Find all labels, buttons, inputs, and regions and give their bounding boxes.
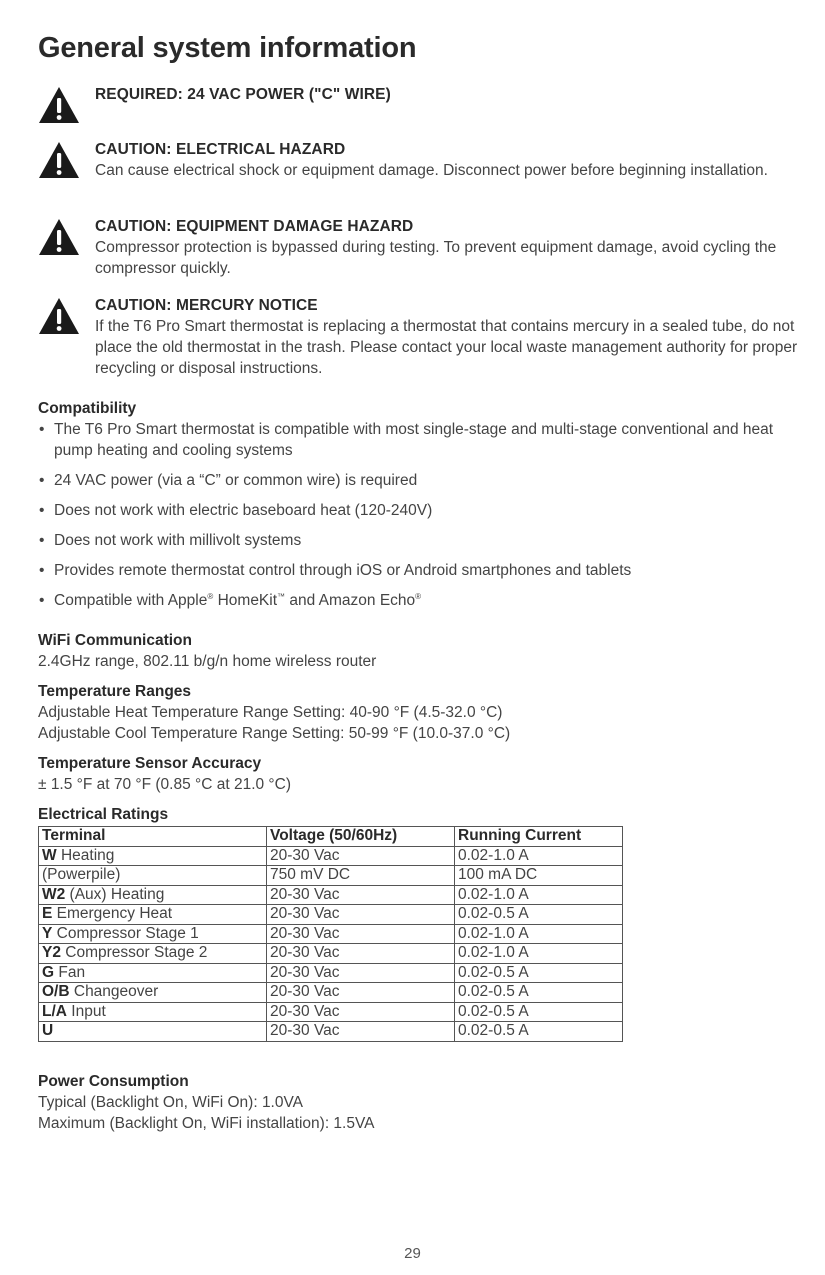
current-cell: 0.02-0.5 A	[455, 983, 623, 1003]
terminal-cell	[39, 846, 267, 866]
warning-triangle-icon	[38, 141, 80, 179]
warning-title: CAUTION: MERCURY NOTICE	[95, 297, 318, 314]
terminal-code: U	[42, 1022, 54, 1039]
heat-range-text: Adjustable Heat Temperature Range Setting: 40-90 °F (4.5-32.0 °C)	[38, 704, 503, 721]
voltage-cell: 20-30 Vac	[267, 905, 455, 925]
terminal-code: Y2	[42, 944, 61, 961]
temperature-ranges-section	[38, 681, 798, 744]
list-item: • 24 VAC power (via a “C” or common wire) is required	[38, 470, 798, 491]
registered-mark: ®	[207, 591, 214, 601]
terminal-description: Input	[66, 1002, 106, 1020]
warning-title: REQUIRED: 24 VAC POWER ("C" WIRE)	[95, 86, 391, 103]
warning-body: Can cause electrical shock or equipment damage. Disconnect power before beginning installation.	[95, 162, 768, 179]
table-row	[39, 885, 623, 905]
warning-electrical-hazard	[38, 139, 798, 181]
voltage-cell: 20-30 Vac	[267, 944, 455, 964]
sensor-accuracy-section	[38, 753, 798, 795]
text: HomeKit	[213, 592, 278, 609]
compatibility-list	[38, 419, 798, 611]
current-cell: 0.02-0.5 A	[455, 905, 623, 925]
current-cell: 0.02-0.5 A	[455, 1022, 623, 1042]
section-heading: Temperature Sensor Accuracy	[38, 755, 262, 772]
warning-required-power	[38, 84, 798, 105]
voltage-cell: 20-30 Vac	[267, 846, 455, 866]
maximum-power-text: Maximum (Backlight On, WiFi installation): 1.5VA	[38, 1115, 375, 1132]
column-header: Running Current	[455, 827, 623, 847]
registered-mark: ®	[415, 591, 422, 601]
voltage-cell: 20-30 Vac	[267, 885, 455, 905]
terminal-cell	[39, 885, 267, 905]
terminal-cell	[39, 983, 267, 1003]
table-row	[39, 866, 623, 886]
typical-power-text: Typical (Backlight On, WiFi On): 1.0VA	[38, 1094, 304, 1111]
list-item: • Does not work with electric baseboard heat (120-240V)	[38, 500, 798, 521]
list-item	[38, 590, 798, 611]
section-text: 2.4GHz range, 802.11 b/g/n home wireless router	[38, 653, 377, 670]
wifi-section	[38, 630, 798, 672]
table-row	[39, 944, 623, 964]
text: and Amazon Echo	[285, 592, 416, 609]
table-row	[39, 924, 623, 944]
page-number: 29	[404, 1245, 421, 1262]
warning-title: CAUTION: EQUIPMENT DAMAGE HAZARD	[95, 218, 414, 235]
terminal-cell	[39, 924, 267, 944]
terminal-code: O/B	[42, 983, 70, 1000]
current-cell: 100 mA DC	[455, 866, 623, 886]
voltage-cell: 20-30 Vac	[267, 963, 455, 983]
current-cell: 0.02-1.0 A	[455, 846, 623, 866]
power-consumption-section	[38, 1071, 798, 1134]
column-header: Voltage (50/60Hz)	[267, 827, 455, 847]
electrical-ratings-section	[38, 804, 798, 1042]
terminal-cell	[39, 963, 267, 983]
table-row	[39, 846, 623, 866]
trademark-mark: ™	[277, 591, 286, 601]
terminal-code: W2	[42, 885, 66, 903]
warning-triangle-icon	[38, 297, 80, 335]
terminal-code: W	[42, 846, 57, 864]
section-heading: Compatibility	[38, 400, 137, 417]
warning-triangle-icon	[38, 86, 80, 124]
terminal-cell	[39, 905, 267, 925]
list-item: • Does not work with millivolt systems	[38, 530, 798, 551]
voltage-cell: 20-30 Vac	[267, 1002, 455, 1022]
current-cell: 0.02-1.0 A	[455, 924, 623, 944]
table-row	[39, 905, 623, 925]
compatibility-section	[38, 398, 798, 620]
terminal-description: Fan	[54, 963, 86, 981]
terminal-description: Heating	[56, 846, 115, 864]
terminal-description: Changeover	[69, 983, 159, 1000]
terminal-cell	[39, 1002, 267, 1022]
terminal-cell	[39, 1022, 267, 1042]
terminal-description: (Aux) Heating	[65, 885, 165, 903]
section-heading: Power Consumption	[38, 1073, 189, 1090]
current-cell: 0.02-1.0 A	[455, 944, 623, 964]
list-item: • The T6 Pro Smart thermostat is compatible with most single-stage and multi-stage conventional and heat pump heating and cooling systems	[38, 419, 798, 461]
warning-body: Compressor protection is bypassed during testing. To prevent equipment damage, avoid cycling the compressor quickly.	[95, 239, 777, 277]
list-item: • Provides remote thermostat control through iOS or Android smartphones and tablets	[38, 560, 798, 581]
terminal-code: E	[42, 905, 53, 922]
section-heading: WiFi Communication	[38, 632, 192, 649]
current-cell: 0.02-0.5 A	[455, 963, 623, 983]
table-row	[39, 963, 623, 983]
table-header-row	[39, 827, 623, 847]
current-cell: 0.02-1.0 A	[455, 885, 623, 905]
terminal-cell	[39, 944, 267, 964]
column-header: Terminal	[39, 827, 267, 847]
terminal-description: (Powerpile)	[42, 866, 121, 883]
voltage-cell: 20-30 Vac	[267, 1022, 455, 1042]
terminal-cell	[39, 866, 267, 886]
terminal-description: Compressor Stage 2	[60, 944, 208, 961]
table-row	[39, 983, 623, 1003]
cool-range-text: Adjustable Cool Temperature Range Setting: 50-99 °F (10.0-37.0 °C)	[38, 725, 511, 742]
page-title: General system information	[38, 32, 417, 64]
terminal-description: Emergency Heat	[52, 905, 173, 922]
warning-body: If the T6 Pro Smart thermostat is replacing a thermostat that contains mercury in a sealed tube, do not place the old thermostat in the trash. Please contact your local waste management authority for proper recycling or disposal instructions.	[95, 318, 798, 377]
section-heading: Electrical Ratings	[38, 806, 169, 823]
table-row	[39, 1022, 623, 1042]
terminal-description: Compressor Stage 1	[52, 924, 199, 942]
warning-equipment-damage	[38, 216, 798, 279]
section-text: ± 1.5 °F at 70 °F (0.85 °C at 21.0 °C)	[38, 776, 291, 793]
terminal-code: L/A	[42, 1002, 67, 1020]
warning-mercury-notice	[38, 295, 798, 379]
electrical-ratings-table	[38, 826, 623, 1042]
warning-triangle-icon	[38, 218, 80, 256]
terminal-code: Y	[42, 924, 53, 942]
voltage-cell: 20-30 Vac	[267, 924, 455, 944]
current-cell: 0.02-0.5 A	[455, 1002, 623, 1022]
section-heading: Temperature Ranges	[38, 683, 192, 700]
table-row	[39, 1002, 623, 1022]
voltage-cell: 750 mV DC	[267, 866, 455, 886]
text: Compatible with Apple	[54, 592, 208, 609]
terminal-code: G	[42, 963, 55, 981]
voltage-cell: 20-30 Vac	[267, 983, 455, 1003]
warning-title: CAUTION: ELECTRICAL HAZARD	[95, 141, 346, 158]
